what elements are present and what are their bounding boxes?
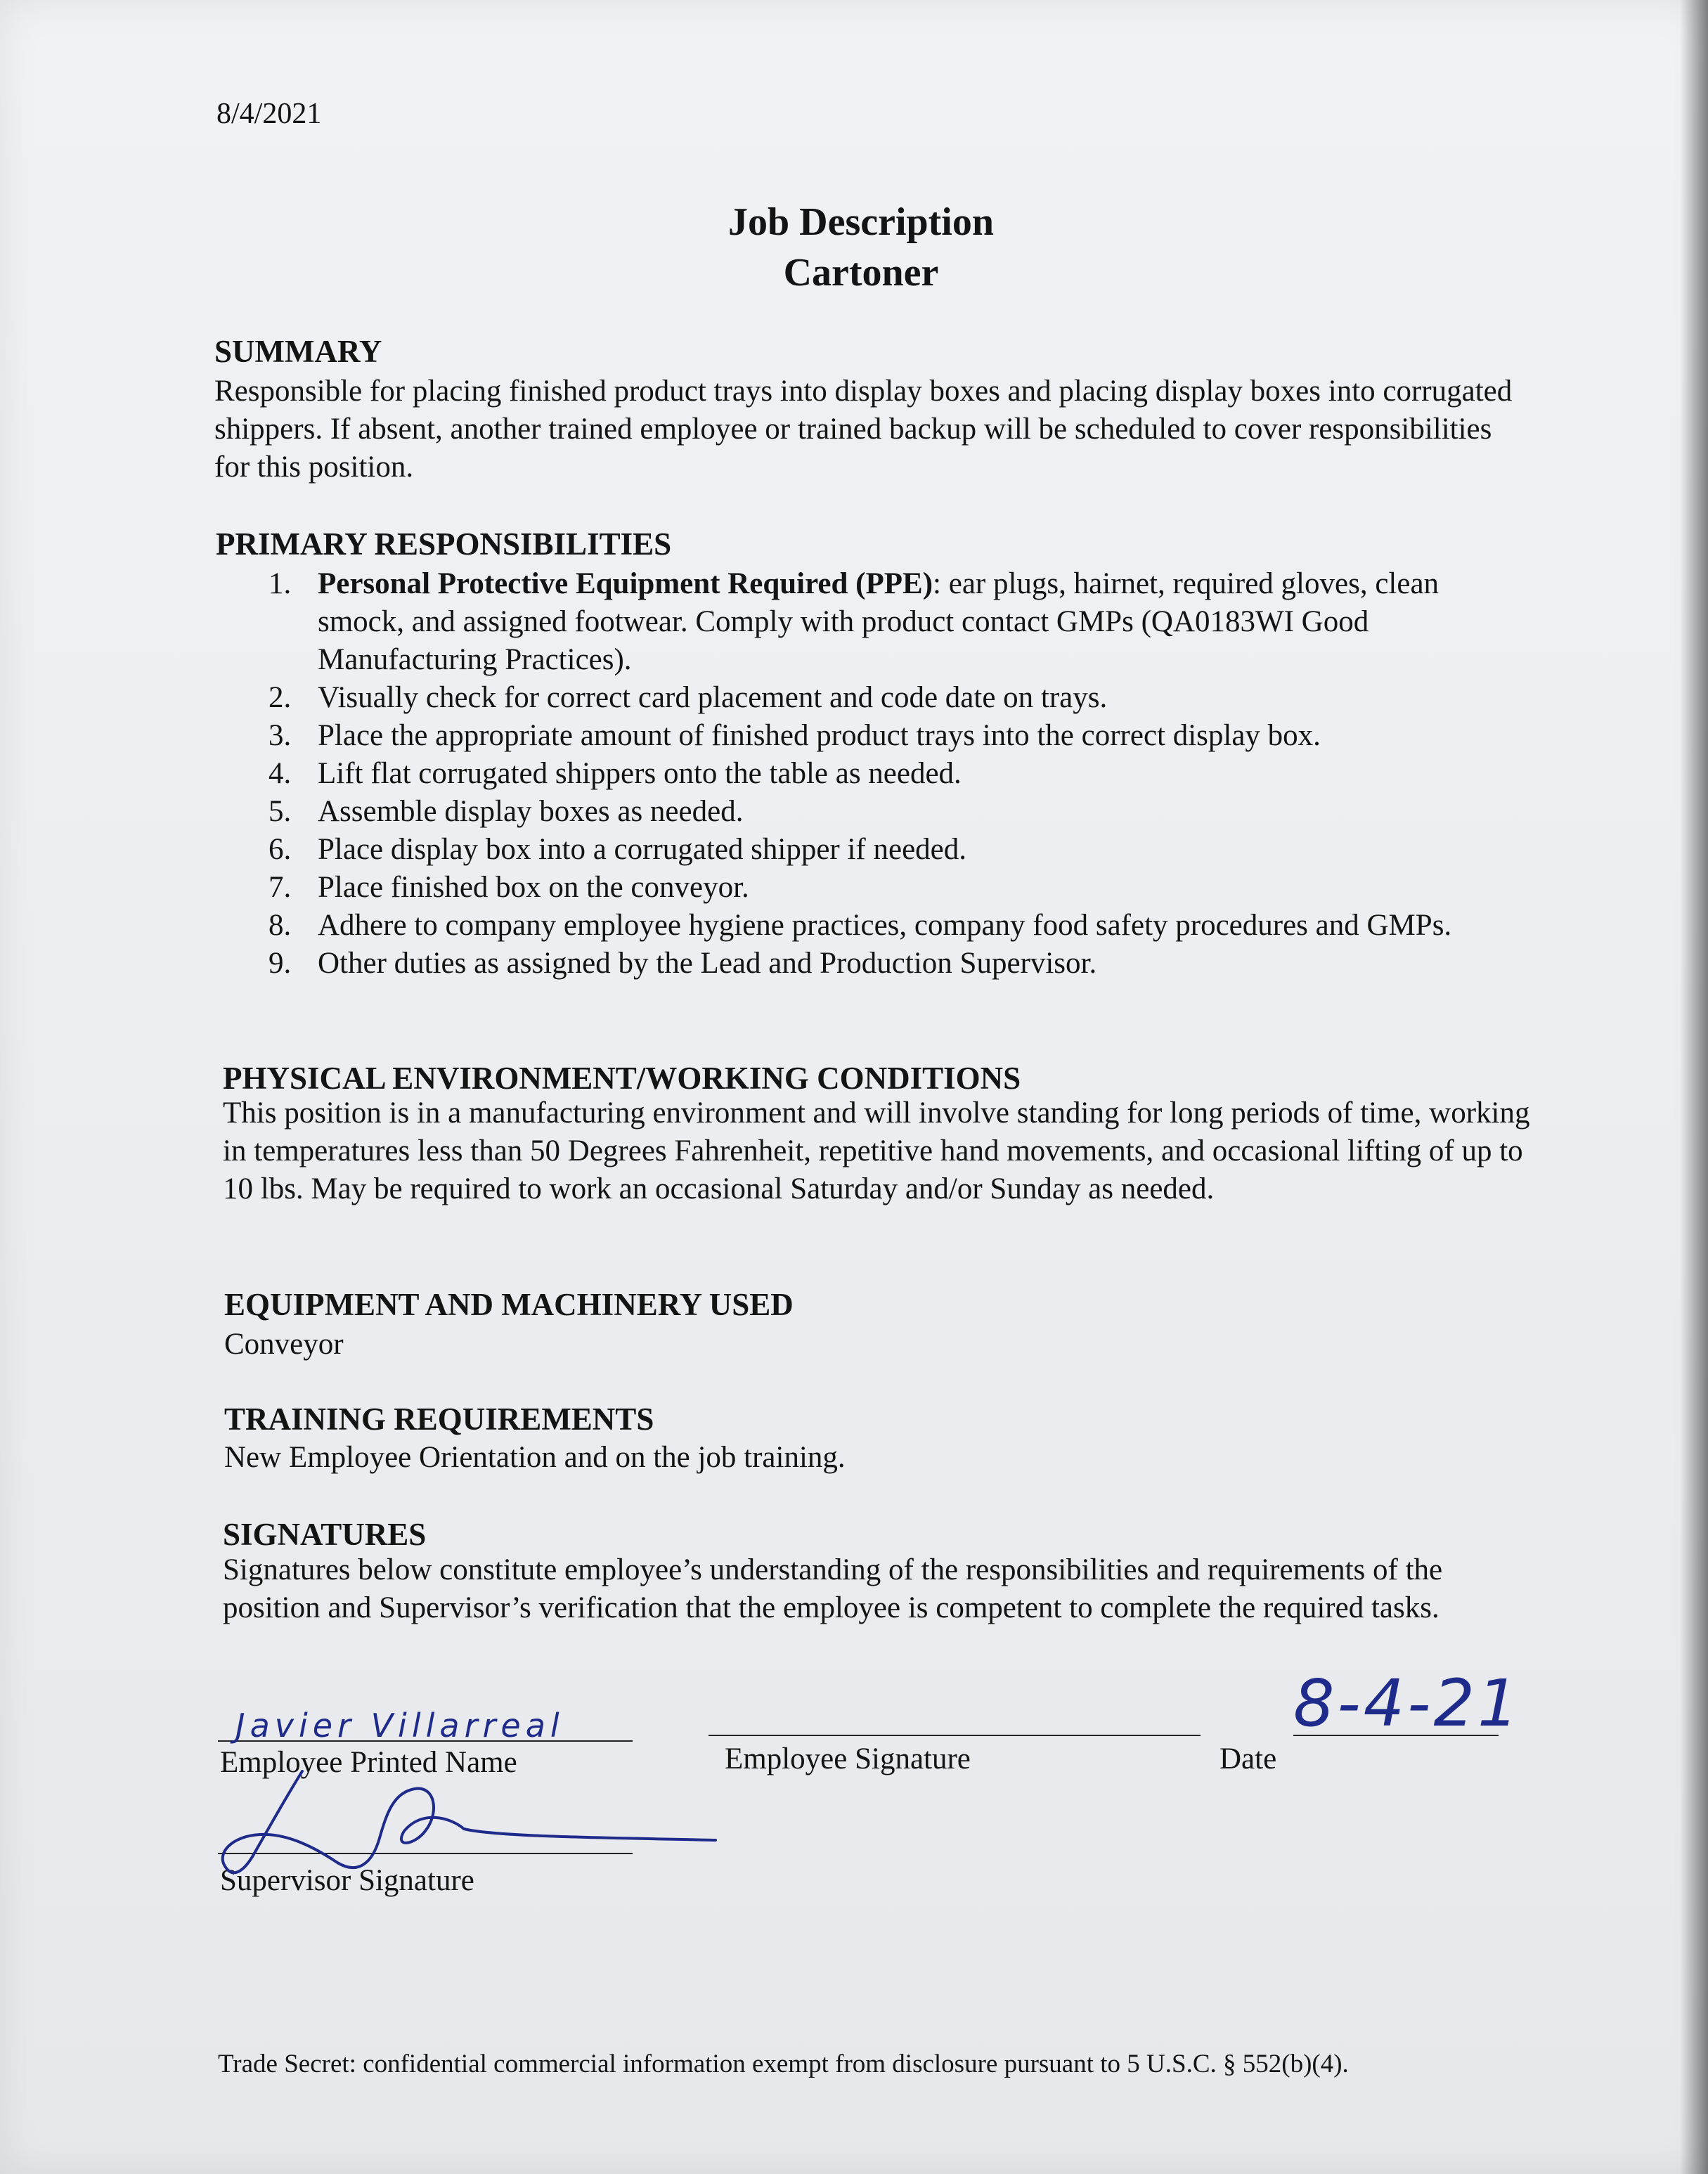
title-job-description: Job Description <box>728 200 994 244</box>
training-heading: TRAINING REQUIREMENTS <box>224 1402 654 1437</box>
physical-text: This position is in a manufacturing environment and will involve standing for long periods of time, working in temperatures less than 50 Degrees Fahrenheit, repetitive hand movements, and occasional lifting of up to 10 lbs. May be required to work an occasional Saturday and/or Sunday as needed. <box>223 1096 1530 1205</box>
list-item: 8. Adhere to company employee hygiene practices, company food safety procedures and GMPs. <box>269 909 1452 942</box>
supervisor-signature-label: Supervisor Signature <box>220 1864 474 1897</box>
list-item: 2. Visually check for correct card placement and code date on trays. <box>269 681 1108 714</box>
footer-trade-secret-note: Trade Secret: confidential commercial information exempt from disclosure pursuant to 5 U.S.C. § 552(b)(4). <box>218 2050 1349 2078</box>
list-item: 6. Place display box into a corrugated shipper if needed. <box>269 833 967 866</box>
employee-signature-line <box>709 1735 1201 1736</box>
signatures-heading: SIGNATURES <box>223 1517 427 1552</box>
page-edge-shadow <box>1680 0 1708 2174</box>
list-item: 9. Other duties as assigned by the Lead and Production Supervisor. <box>269 947 1097 980</box>
training-text: New Employee Orientation and on the job training. <box>224 1441 846 1474</box>
primary-heading: PRIMARY RESPONSIBILITIES <box>216 526 672 562</box>
handwritten-date: 8-4-21 <box>1293 1666 1522 1741</box>
list-item: 1. Personal Protective Equipment Required (PPE): ear plugs, hairnet, required gloves, clean smock, and assigned footwear. Comply with product contact GMPs (QA0183WI Good Manufacturing Practices). <box>269 567 1439 676</box>
summary-text: Responsible for placing finished product trays into display boxes and placing display boxes into corrugated shippers. If absent, another trained employee or trained backup will be scheduled to cover responsibilities for this position. <box>214 375 1513 484</box>
handwritten-employee-name: Javier Villarreal <box>235 1707 564 1745</box>
list-item: 4. Lift flat corrugated shippers onto the table as needed. <box>269 757 962 790</box>
list-item: 5. Assemble display boxes as needed. <box>269 795 744 828</box>
signatures-text: Signatures below constitute employee’s understanding of the responsibilities and requirements of the position and Supervisor’s verification that the employee is competent to complete the required tasks. <box>223 1553 1443 1624</box>
equipment-heading: EQUIPMENT AND MACHINERY USED <box>224 1287 794 1322</box>
document-title <box>0 197 1708 298</box>
supervisor-signature-line <box>218 1853 633 1854</box>
title-position: Cartoner <box>783 251 939 295</box>
document-date: 8/4/2021 <box>216 98 322 130</box>
employee-signature-label: Employee Signature <box>725 1742 971 1775</box>
date-label: Date <box>1219 1742 1277 1775</box>
responsibility-list <box>260 565 1469 983</box>
list-item: 7. Place finished box on the conveyor. <box>269 871 749 904</box>
employee-printed-name-label: Employee Printed Name <box>220 1746 517 1779</box>
list-item: 3. Place the appropriate amount of finished product trays into the correct display box. <box>269 719 1321 752</box>
equipment-text: Conveyor <box>224 1328 344 1361</box>
physical-heading: PHYSICAL ENVIRONMENT/WORKING CONDITIONS <box>223 1061 1021 1096</box>
summary-heading: SUMMARY <box>214 334 382 369</box>
